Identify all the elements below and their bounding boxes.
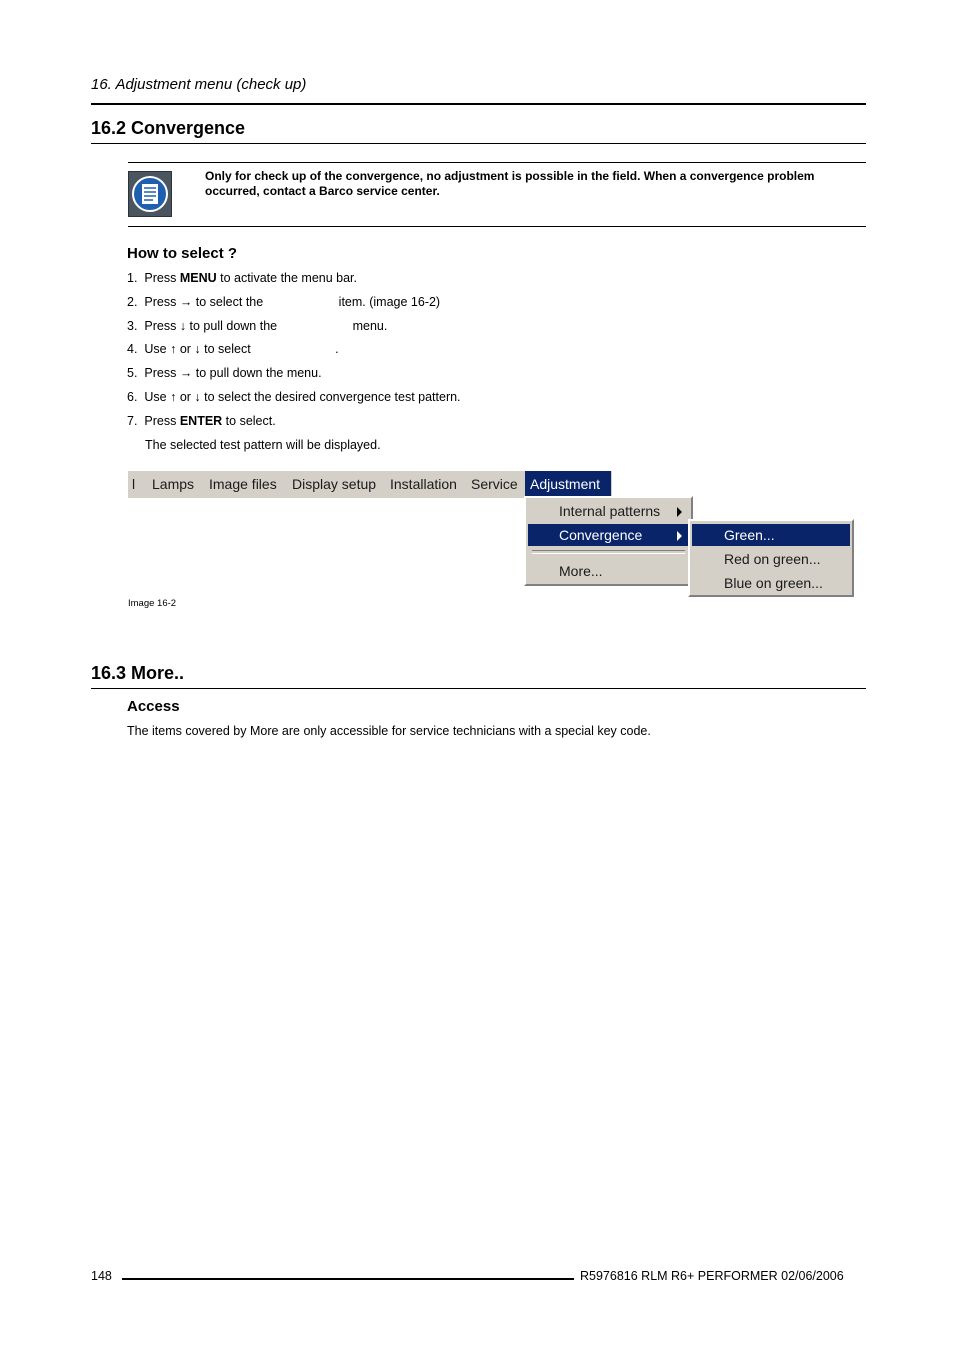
dropdown-item-convergence[interactable]: Convergence <box>528 524 689 546</box>
howto-title: How to select ? <box>127 245 238 262</box>
menu-item-display-setup[interactable]: Display setup <box>292 476 377 492</box>
dropdown-item-more[interactable]: More... <box>559 563 603 579</box>
access-text: The items covered by More are only accessible for service technicians with a special key code. <box>127 724 651 738</box>
step-result: The selected test pattern will be displayed. <box>145 438 381 452</box>
menu-item-service[interactable]: Service <box>471 476 518 492</box>
step-5: 5. Press → to pull down the menu. <box>127 366 322 380</box>
dropdown-item-internal-patterns[interactable]: Internal patterns <box>559 503 661 519</box>
chapter-header: 16. Adjustment menu (check up) <box>91 76 307 93</box>
footer-doc-info: R5976816 RLM R6+ PERFORMER 02/06/2006 <box>580 1269 844 1283</box>
note-icon <box>128 171 172 217</box>
page-number: 148 <box>91 1269 112 1283</box>
note-top-rule <box>128 162 866 163</box>
note-text: Only for check up of the convergence, no adjustment is possible in the field. When a convergence problem occurred, contact a Barco service center. <box>205 169 815 198</box>
submenu-item-green[interactable]: Green... <box>692 524 850 546</box>
menu-item-truncated[interactable]: l <box>132 476 136 492</box>
step-6: 6. Use ↑ or ↓ to select the desired convergence test pattern. <box>127 390 461 404</box>
menu-item-adjustment[interactable]: Adjustment <box>525 471 611 498</box>
step-1: 1. Press MENU to activate the menu bar. <box>127 271 358 285</box>
step-7: 7. Press ENTER to select. <box>127 414 276 428</box>
header-rule <box>91 103 866 105</box>
submenu-arrow-icon <box>677 531 682 541</box>
step-3: 3. Press ↓ to pull down the menu. <box>127 319 388 333</box>
adjustment-dropdown <box>524 496 693 586</box>
submenu-arrow-icon <box>677 507 682 517</box>
menu-separator <box>532 550 685 554</box>
step-4: 4. Use ↑ or ↓ to select . <box>127 342 339 356</box>
section-title-convergence: 16.2 Convergence <box>91 118 246 138</box>
menu-bar <box>128 471 612 498</box>
footer-rule <box>122 1278 574 1280</box>
submenu-item-red-on-green[interactable]: Red on green... <box>724 551 821 567</box>
convergence-submenu <box>688 519 854 597</box>
step-2: 2. Press → to select the item. (image 16-2) <box>127 295 441 309</box>
section-title-more: 16.3 More.. <box>91 663 185 683</box>
access-title: Access <box>127 698 180 715</box>
menu-item-installation[interactable]: Installation <box>390 476 457 492</box>
image-caption: Image 16-2 <box>128 598 177 609</box>
section-rule <box>91 688 866 689</box>
menu-item-image-files[interactable]: Image files <box>209 476 277 492</box>
menu-item-lamps[interactable]: Lamps <box>152 476 195 492</box>
note-bottom-rule <box>128 226 866 227</box>
submenu-item-blue-on-green[interactable]: Blue on green... <box>724 575 823 591</box>
section-rule <box>91 143 866 144</box>
